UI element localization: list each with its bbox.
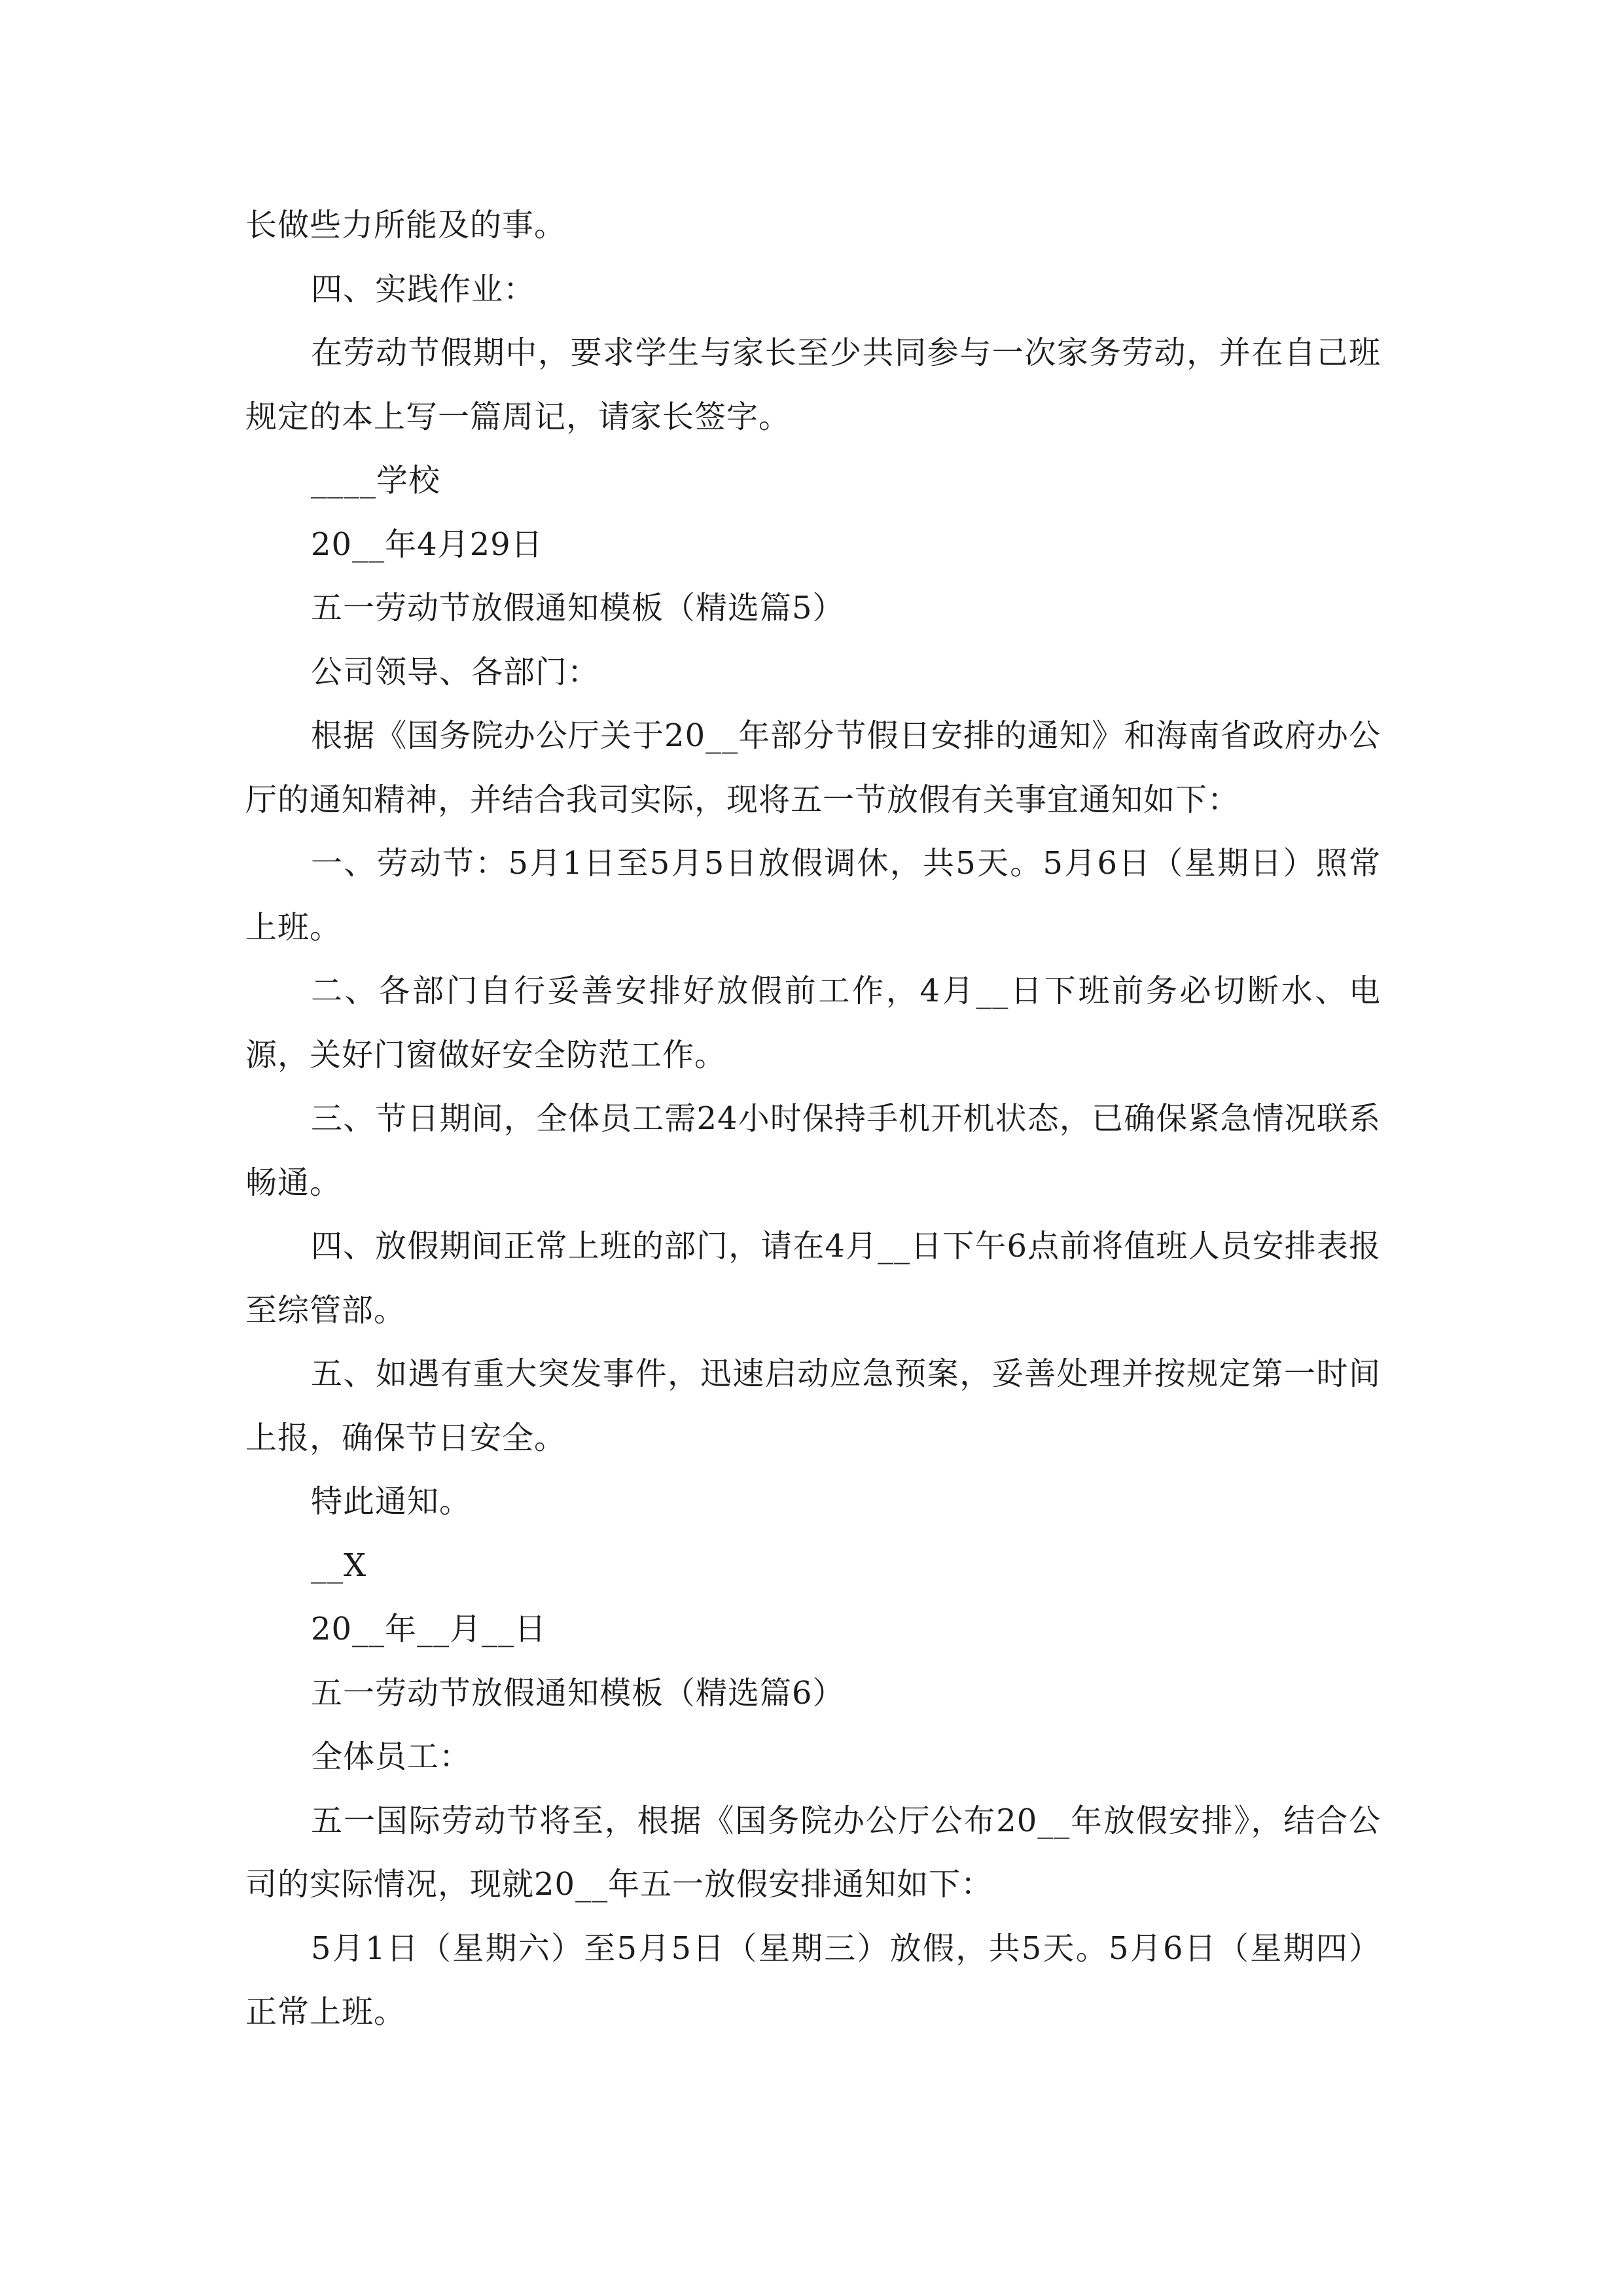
item-two-pre-holiday-work: 二、各部门自行妥善安排好放假前工作，4月__日下班前务必切断水、电源，关好门窗做好安全防范工作。 bbox=[245, 973, 1381, 1073]
document-body bbox=[245, 194, 1381, 2045]
item-four-duty-schedule: 四、放假期间正常上班的部门，请在4月__日下午6点前将值班人员安排表报至综管部。 bbox=[245, 1228, 1381, 1329]
template-title-5: 五一劳动节放假通知模板（精选篇5） bbox=[311, 590, 845, 626]
paragraph-notice-intro: 五一国际劳动节将至，根据《国务院办公厅公布20__年放假安排》，结合公司的实际情况，现就20__年五一放假安排通知如下： bbox=[245, 1802, 1381, 1903]
template-title-6: 五一劳动节放假通知模板（精选篇6） bbox=[311, 1674, 845, 1712]
salutation-company: 公司领导、各部门： bbox=[311, 653, 600, 691]
salutation-all-staff: 全体员工： bbox=[311, 1738, 472, 1775]
signature-issuer: __X bbox=[311, 1547, 367, 1584]
section-heading-practice-homework: 四、实践作业： bbox=[311, 270, 536, 308]
paragraph-homework-detail: 在劳动节假期中，要求学生与家长至少共同参与一次家务劳动，并在自己班规定的本上写一篇周记，请家长签字。 bbox=[245, 334, 1381, 435]
paragraph-continuation: 长做些力所能及的事。 bbox=[245, 207, 567, 243]
item-one-holiday-dates: 一、劳动节：5月1日至5月5日放假调休，共5天。5月6日（星期日）照常上班。 bbox=[245, 845, 1381, 946]
item-three-phone-on: 三、节日期间，全体员工需24小时保持手机开机状态，已确保紧急情况联系畅通。 bbox=[245, 1100, 1381, 1201]
paragraph-holiday-schedule: 5月1日（星期六）至5月5日（星期三）放假，共5天。5月6日（星期四）正常上班。 bbox=[245, 1929, 1381, 2030]
paragraph-notice-basis: 根据《国务院办公厅关于20__年部分节假日安排的通知》和海南省政府办公厅的通知精神，并结合我司实际，现将五一节放假有关事宜通知如下： bbox=[245, 717, 1381, 818]
signature-school: ____学校 bbox=[311, 462, 441, 499]
closing-notice: 特此通知。 bbox=[311, 1483, 472, 1520]
item-five-emergency: 五、如遇有重大突发事件，迅速启动应急预案，妥善处理并按规定第一时间上报，确保节日安全。 bbox=[245, 1355, 1381, 1456]
signature-date: 20__年4月29日 bbox=[311, 526, 543, 563]
signature-date-blank: 20__年__月__日 bbox=[311, 1611, 547, 1647]
